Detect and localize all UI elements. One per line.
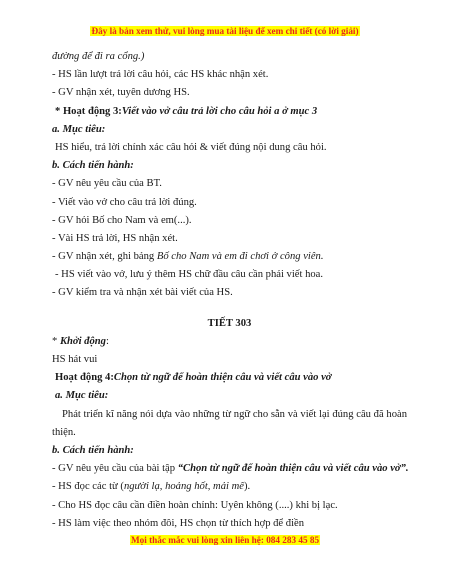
text-line [52, 248, 407, 266]
objective-heading: a. Mục tiêu: [52, 123, 106, 135]
text-line: - GV kiểm tra và nhận xét bài viết của HS. [52, 287, 233, 299]
text-line: - GV nêu yêu cầu của BT. [52, 178, 162, 190]
document-body [52, 48, 407, 533]
text-line [52, 460, 407, 478]
spacer [52, 303, 407, 315]
text-line: HS hát vui [52, 354, 98, 365]
text-line: - HS làm việc theo nhóm đôi, HS chọn từ thích hợp để điền [52, 517, 305, 529]
text-line: - HS viết vào vở, lưu ý thêm HS chữ đầu câu cần phải viết hoa. [55, 269, 324, 281]
top-banner-text: Đây là bản xem thử, vui lòng mua tài liệu để xem chi tiết (có lời giải) [91, 26, 359, 36]
text-line: đường để đi ra cổng.) [52, 51, 145, 62]
bottom-banner-text: Mọi thắc mắc vui lòng xin liên hệ: 084 283 45 85 [130, 535, 320, 545]
activity-4-label: Hoạt động 4: [55, 372, 114, 384]
text-line [52, 478, 407, 496]
text-fragment-italic: Bố cho Nam và em đi chơi ở công viên. [156, 251, 324, 263]
text-line: HS hiểu, trả lời chính xác câu hỏi & viết đúng nội dung câu hỏi. [55, 141, 327, 153]
text-fragment: - HS đọc các từ ( [52, 481, 124, 493]
text-fragment-italic: người lạ, hoảng hốt, mải mê [123, 481, 244, 493]
activity-3-heading [52, 103, 407, 121]
activity-4-heading [52, 369, 407, 387]
text-line: - GV hỏi Bố cho Nam và em(...). [52, 214, 192, 226]
text-fragment: * [52, 335, 60, 347]
text-line: - Viết vào vở cho câu trả lời đúng. [52, 196, 197, 208]
warmup-label: Khởi động [59, 335, 106, 347]
text-line: - HS lần lượt trả lời câu hỏi, các HS khác nhận xét. [52, 69, 269, 81]
procedure-heading: b. Cách tiến hành: [52, 444, 134, 456]
procedure-heading: b. Cách tiến hành: [52, 160, 134, 172]
text-fragment: ). [243, 481, 251, 493]
activity-3-title: Viết vào vở câu trả lời cho câu hỏi a ở mục 3 [121, 105, 318, 117]
bottom-contact-banner [0, 535, 450, 545]
objective-heading: a. Mục tiêu: [55, 390, 109, 402]
activity-4-title: Chọn từ ngữ để hoàn thiện câu và viết câu vào vở [113, 372, 332, 384]
text-paragraph: Phát triển kĩ năng nói dựa vào những từ ngữ cho sẵn và viết lại đúng câu đã hoàn thiện. [52, 408, 407, 438]
text-fragment: - GV nhận xét, ghi bảng [52, 251, 157, 263]
text-fragment-bold: “Chọn từ ngữ để hoàn thiện câu và viết câu vào vở”. [177, 463, 409, 475]
lesson-title: TIẾT 303 [207, 317, 252, 329]
text-fragment: - GV nêu yêu cầu của bài tập [52, 463, 178, 475]
text-line: - Vài HS trả lời, HS nhận xét. [52, 232, 178, 244]
text-line: - Cho HS đọc câu cần điền hoàn chỉnh: Uyên không (....) khi bị lạc. [52, 499, 338, 511]
activity-3-label: * Hoạt động 3: [55, 105, 122, 117]
warmup-heading [52, 333, 407, 351]
top-preview-banner [0, 26, 450, 36]
text-line: - GV nhận xét, tuyên dương HS. [52, 87, 190, 99]
text-fragment: : [105, 335, 109, 347]
